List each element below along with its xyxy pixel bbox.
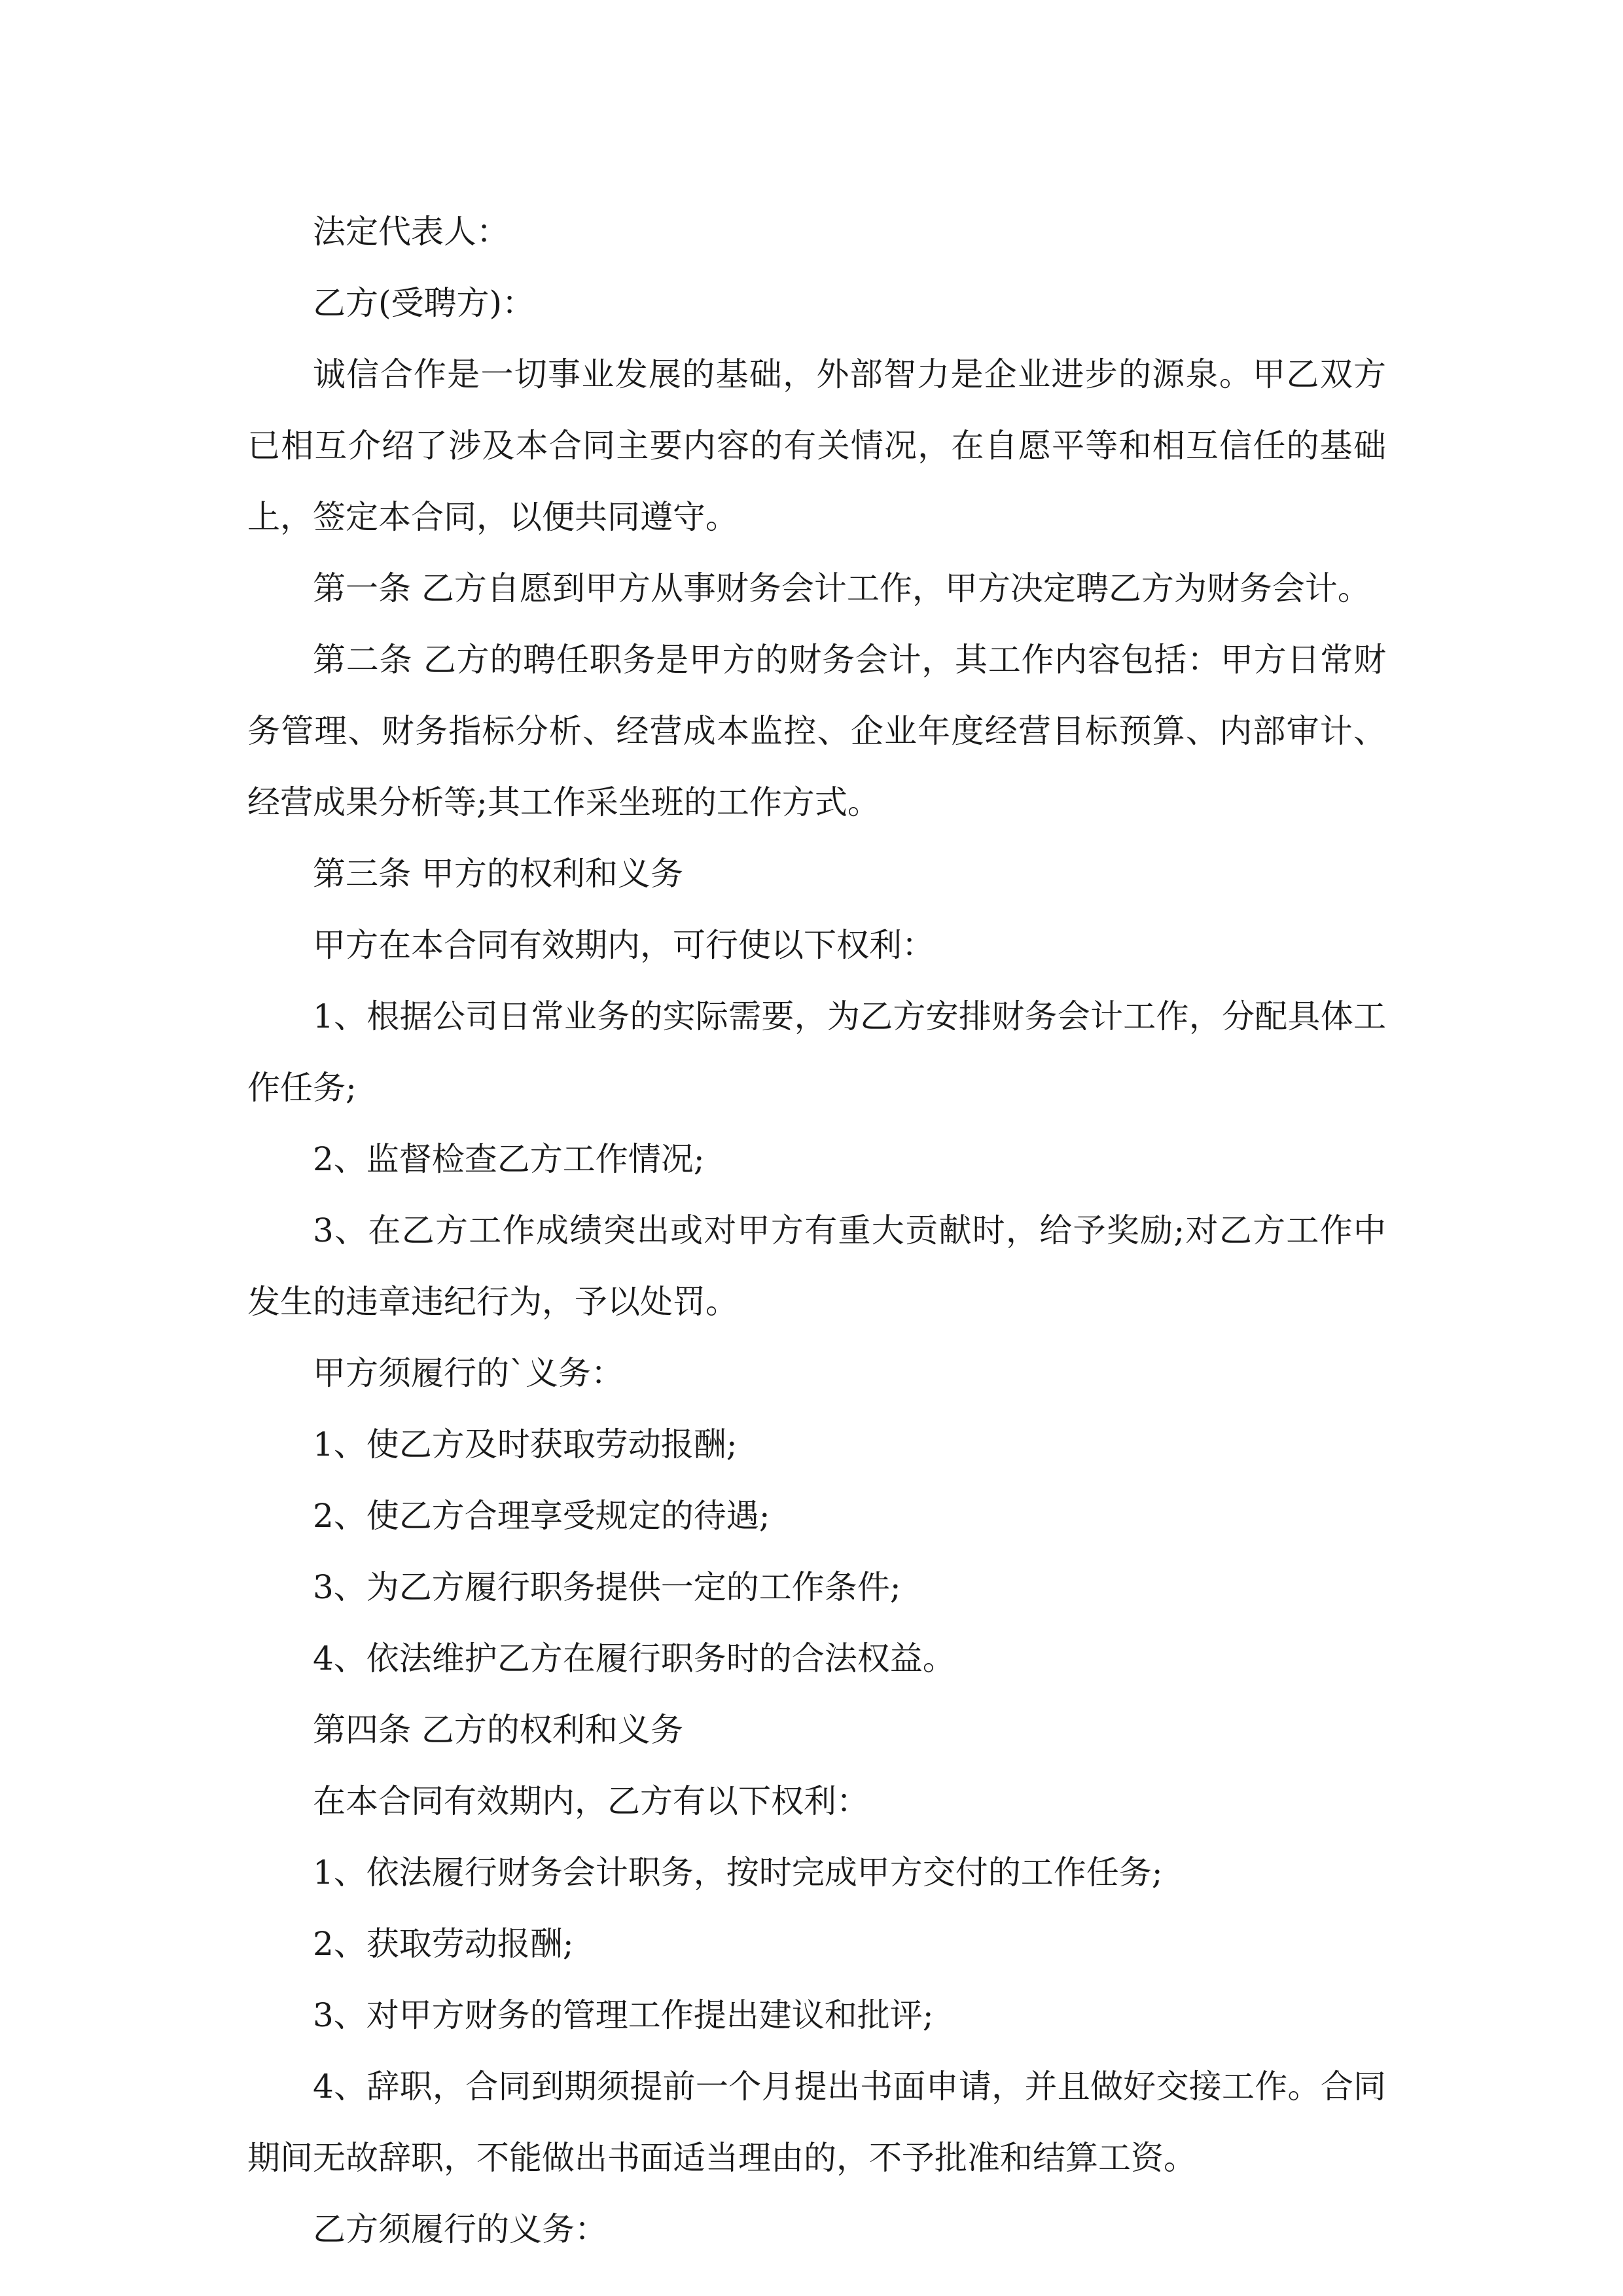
- article-3-heading: 第三条 甲方的权利和义务: [313, 855, 683, 893]
- article-2: 第二条 乙方的聘任职务是甲方的财务会计，其工作内容包括：甲方日常财务管理、财务指标分析、经营成本监控、企业年度经营目标预算、内部审计、经营成果分析等;其工作采坐班的工作方式。: [247, 641, 1386, 821]
- party-a-duty-3: 3、为乙方履行职务提供一定的工作条件;: [313, 1568, 901, 1606]
- party-b-right-2: 2、获取劳动报酬;: [313, 1925, 574, 1963]
- article-1: 第一条 乙方自愿到甲方从事财务会计工作，甲方决定聘乙方为财务会计。: [313, 569, 1370, 607]
- document-body: [247, 196, 1386, 2265]
- party-a-duties-intro: 甲方须履行的`义务：: [313, 1354, 624, 1392]
- party-a-duty-1: 1、使乙方及时获取劳动报酬;: [313, 1426, 738, 1463]
- article-4-heading: 第四条 乙方的权利和义务: [313, 1711, 683, 1749]
- party-a-rights-intro: 甲方在本合同有效期内，可行使以下权利：: [313, 926, 935, 964]
- party-a-right-3: 3、在乙方工作成绩突出或对甲方有重大贡献时，给予奖励;对乙方工作中发生的违章违纪行为，予以处罚。: [247, 1211, 1386, 1321]
- party-b-rights-intro: 在本合同有效期内，乙方有以下权利：: [313, 1782, 869, 1820]
- party-b-duties-intro: 乙方须履行的义务：: [313, 2210, 607, 2248]
- party-a-right-2: 2、监督检查乙方工作情况;: [313, 1140, 705, 1178]
- party-b-right-1: 1、依法履行财务会计职务，按时完成甲方交付的工作任务;: [313, 1854, 1163, 1892]
- party-b-right-3: 3、对甲方财务的管理工作提出建议和批评;: [313, 1996, 934, 2034]
- legal-representative-line: 法定代表人：: [313, 213, 509, 251]
- party-b-line: 乙方(受聘方)：: [313, 284, 535, 322]
- party-a-duty-2: 2、使乙方合理享受规定的待遇;: [313, 1497, 770, 1535]
- party-b-right-4: 4、辞职，合同到期须提前一个月提出书面申请，并且做好交接工作。合同期间无故辞职，不能做出书面适当理由的，不予批准和结算工资。: [247, 2068, 1386, 2177]
- party-a-duty-4: 4、依法维护乙方在履行职务时的合法权益。: [313, 1640, 955, 1677]
- party-a-right-1: 1、根据公司日常业务的实际需要，为乙方安排财务会计工作，分配具体工作任务;: [247, 997, 1386, 1107]
- preamble-paragraph: 诚信合作是一切事业发展的基础，外部智力是企业进步的源泉。甲乙双方已相互介绍了涉及本合同主要内容的有关情况，在自愿平等和相互信任的基础上，签定本合同，以便共同遵守。: [247, 355, 1386, 536]
